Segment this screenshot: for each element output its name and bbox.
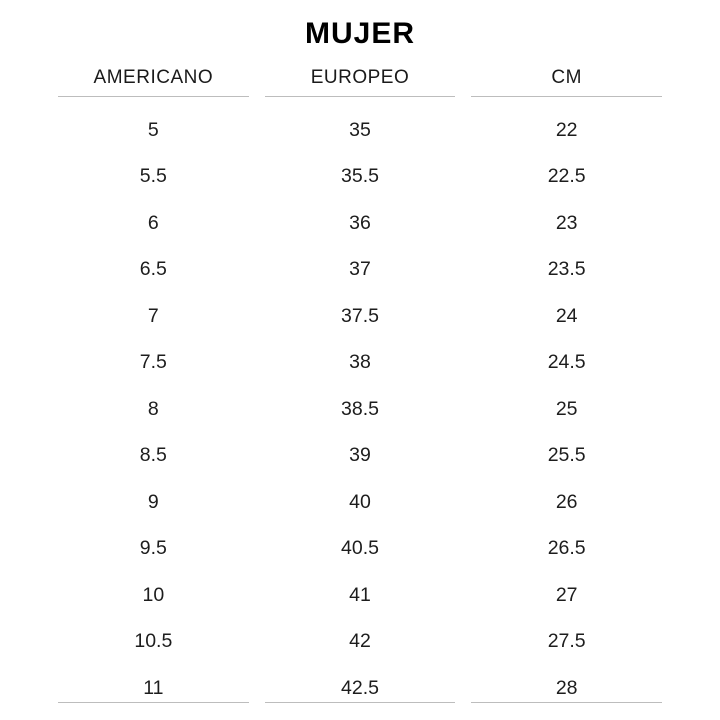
column-header-americano: AMERICANO: [58, 60, 249, 97]
size-value: 8.5: [139, 444, 167, 467]
size-value: 7: [147, 304, 159, 327]
column-cells-europeo: [265, 97, 456, 703]
size-value: 11: [143, 676, 164, 699]
size-value: 39: [349, 444, 371, 467]
column-header-cm: CM: [471, 60, 662, 97]
size-value: 35.5: [341, 165, 379, 188]
size-value: 24.5: [547, 351, 586, 374]
size-value: 38: [349, 351, 371, 374]
size-value: 24: [555, 304, 578, 327]
column-cm: [471, 60, 662, 703]
column-europeo: [265, 60, 456, 703]
size-value: 27: [555, 583, 578, 606]
size-value: 26: [555, 490, 578, 513]
column-americano: [58, 60, 249, 703]
size-value: 8: [147, 397, 159, 420]
size-value: 23.5: [547, 258, 586, 281]
size-value: 9: [147, 490, 159, 513]
size-value: 9.5: [139, 537, 167, 560]
size-value: 35: [349, 118, 371, 141]
size-value: 22.5: [547, 165, 586, 188]
size-value: 37: [349, 258, 371, 281]
size-value: 42.5: [341, 676, 379, 699]
column-cells-americano: [58, 97, 249, 703]
column-header-europeo: EUROPEO: [265, 60, 456, 97]
size-value: 7.5: [139, 351, 167, 374]
size-value: 10: [142, 583, 165, 606]
column-cells-cm: [471, 97, 662, 703]
size-value: 5.5: [139, 165, 167, 188]
size-value: 41: [349, 583, 371, 606]
size-value: 23: [555, 211, 578, 234]
page-title: MUJER: [304, 17, 415, 50]
size-value: 10.5: [134, 630, 173, 653]
size-value: 37.5: [341, 304, 379, 327]
size-value: 27.5: [547, 630, 586, 653]
size-value: 6.5: [139, 258, 167, 281]
size-conversion-table: [58, 60, 662, 703]
size-value: 25: [555, 397, 578, 420]
size-value: 40: [349, 490, 371, 513]
size-value: 28: [555, 676, 578, 699]
size-value: 42: [349, 630, 371, 653]
size-value: 6: [147, 211, 159, 234]
size-value: 40.5: [341, 537, 379, 560]
size-value: 5: [147, 118, 159, 141]
size-value: 22: [555, 118, 578, 141]
size-value: 36: [349, 211, 371, 234]
size-value: 25.5: [547, 444, 586, 467]
size-value: 26.5: [547, 537, 586, 560]
size-value: 38.5: [341, 397, 379, 420]
